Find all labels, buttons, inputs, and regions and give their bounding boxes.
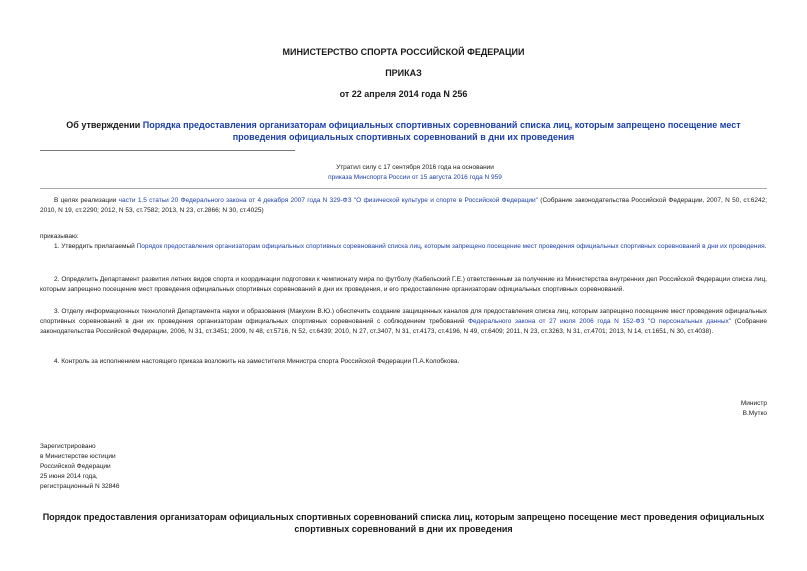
divider-full xyxy=(40,188,767,189)
item-3-paragraph xyxy=(40,307,767,337)
repeal-notice-link[interactable]: приказа Минспорта России от 15 августа 2016 года N 959 xyxy=(328,174,502,181)
item-1-suffix: . xyxy=(764,243,767,250)
registration-line-1: Зарегистрировано xyxy=(40,443,96,450)
repeal-notice-text: Утратил силу с 17 сентября 2016 года на основании xyxy=(336,164,494,171)
registration-line-5: регистрационный N 32846 xyxy=(40,483,120,490)
preamble-law-link[interactable]: части 1.5 статьи 20 Федерального закона от 4 декабря 2007 года N 329-ФЗ "О физической культуре и спорте в Российской Федерации" xyxy=(118,197,538,204)
ministry-heading: МИНИСТЕРСТВО СПОРТА РОССИЙСКОЙ ФЕДЕРАЦИИ xyxy=(282,47,525,57)
divider-short xyxy=(40,150,295,151)
signature-title: Министр xyxy=(740,400,767,407)
item-1-link[interactable]: Порядок предоставления организаторам официальных спортивных соревнований списка лиц, которым запрещено посещение мест проведения официальных спортивных соревнований в дни их проведения xyxy=(136,243,765,250)
item-3-suffix: (Собрание законодательства Российской Федерации, 2006, N 31, ст.3451; 2009, N 48, ст.5716, N 52, ст.6439; 2010, N 27, ст.3407, N 31, ст.4173, ст.4196, N 49, ст.6409; 2011, N 23, ст.3263, N 31, ст.4701; 2013, N 14, ст.1651, N 30, ст.4038). xyxy=(40,318,768,335)
item-3-prefix: 3. Отделу информационных технологий Департамента науки и образования (Макухин В.Ю.) обеспечить создание защищенных каналов для предоставления списка лиц, которым запрещено посещение мест проведения официальных спортивных соревнований в дни их проведения организаторам официальных спортивных соревнований с соблюдением требований xyxy=(40,308,767,325)
preamble-paragraph xyxy=(40,196,767,216)
appendix-title: Порядок предоставления организаторам официальных спортивных соревнований списка лиц, которым запрещено посещение мест проведения официальных спортивных соревнований в дни их проведения xyxy=(42,512,765,534)
registration-line-3: Российской Федерации xyxy=(40,463,111,470)
item-1-prefix: 1. Утвердить прилагаемый xyxy=(54,243,137,250)
preamble-text-2: (Собрание законодательства Российской Федерации, 2007, N 50, ст.6242; 2010, N 19, ст.2290; 2012, N 53, ст.7582; 2013, N 23, ст.2866; N 30, ст.4025) xyxy=(40,197,767,214)
item-2-paragraph: 2. Определить Департамент развития летних видов спорта и координации подготовки к чемпионату мира по футболу (Кабельский Г.Е.) ответственным за получение из Министерства внутренних дел Российской Федерации списка лиц, которым запрещено посещение мест проведения официальных спортивных соревнований в дни их проведения, и его предоставление организаторам официальных спортивных соревнований. xyxy=(40,276,767,293)
registration-line-2: в Министерстве юстиции xyxy=(40,453,116,460)
item-3-law-link[interactable]: Федерального закона от 27 июля 2006 года N 152-ФЗ "О персональных данных" xyxy=(468,318,732,325)
item-1-paragraph xyxy=(40,242,767,252)
repeal-notice xyxy=(290,163,540,183)
signature-name: В.Мутко xyxy=(742,410,767,417)
subject-prefix: Об утверждении xyxy=(66,120,143,130)
registration-block xyxy=(40,442,240,492)
subject-link[interactable]: Порядка предоставления организаторам официальных спортивных соревнований списка лиц, которым запрещено посещение мест проведения официальных спортивных соревнований в дни их проведения xyxy=(142,120,741,142)
date-number-heading: от 22 апреля 2014 года N 256 xyxy=(339,89,468,99)
preamble-text-1: В целях реализации xyxy=(54,197,119,204)
order-word: приказываю: xyxy=(40,233,79,240)
signature-block xyxy=(667,399,767,419)
item-4-paragraph: 4. Контроль за исполнением настоящего приказа возложить на заместителя Министра спорта Российской Федерации П.А.Колобкова. xyxy=(54,358,460,365)
doc-type-heading: ПРИКАЗ xyxy=(385,68,422,78)
order-subject xyxy=(40,119,767,143)
registration-line-4: 25 июня 2014 года, xyxy=(40,473,98,480)
